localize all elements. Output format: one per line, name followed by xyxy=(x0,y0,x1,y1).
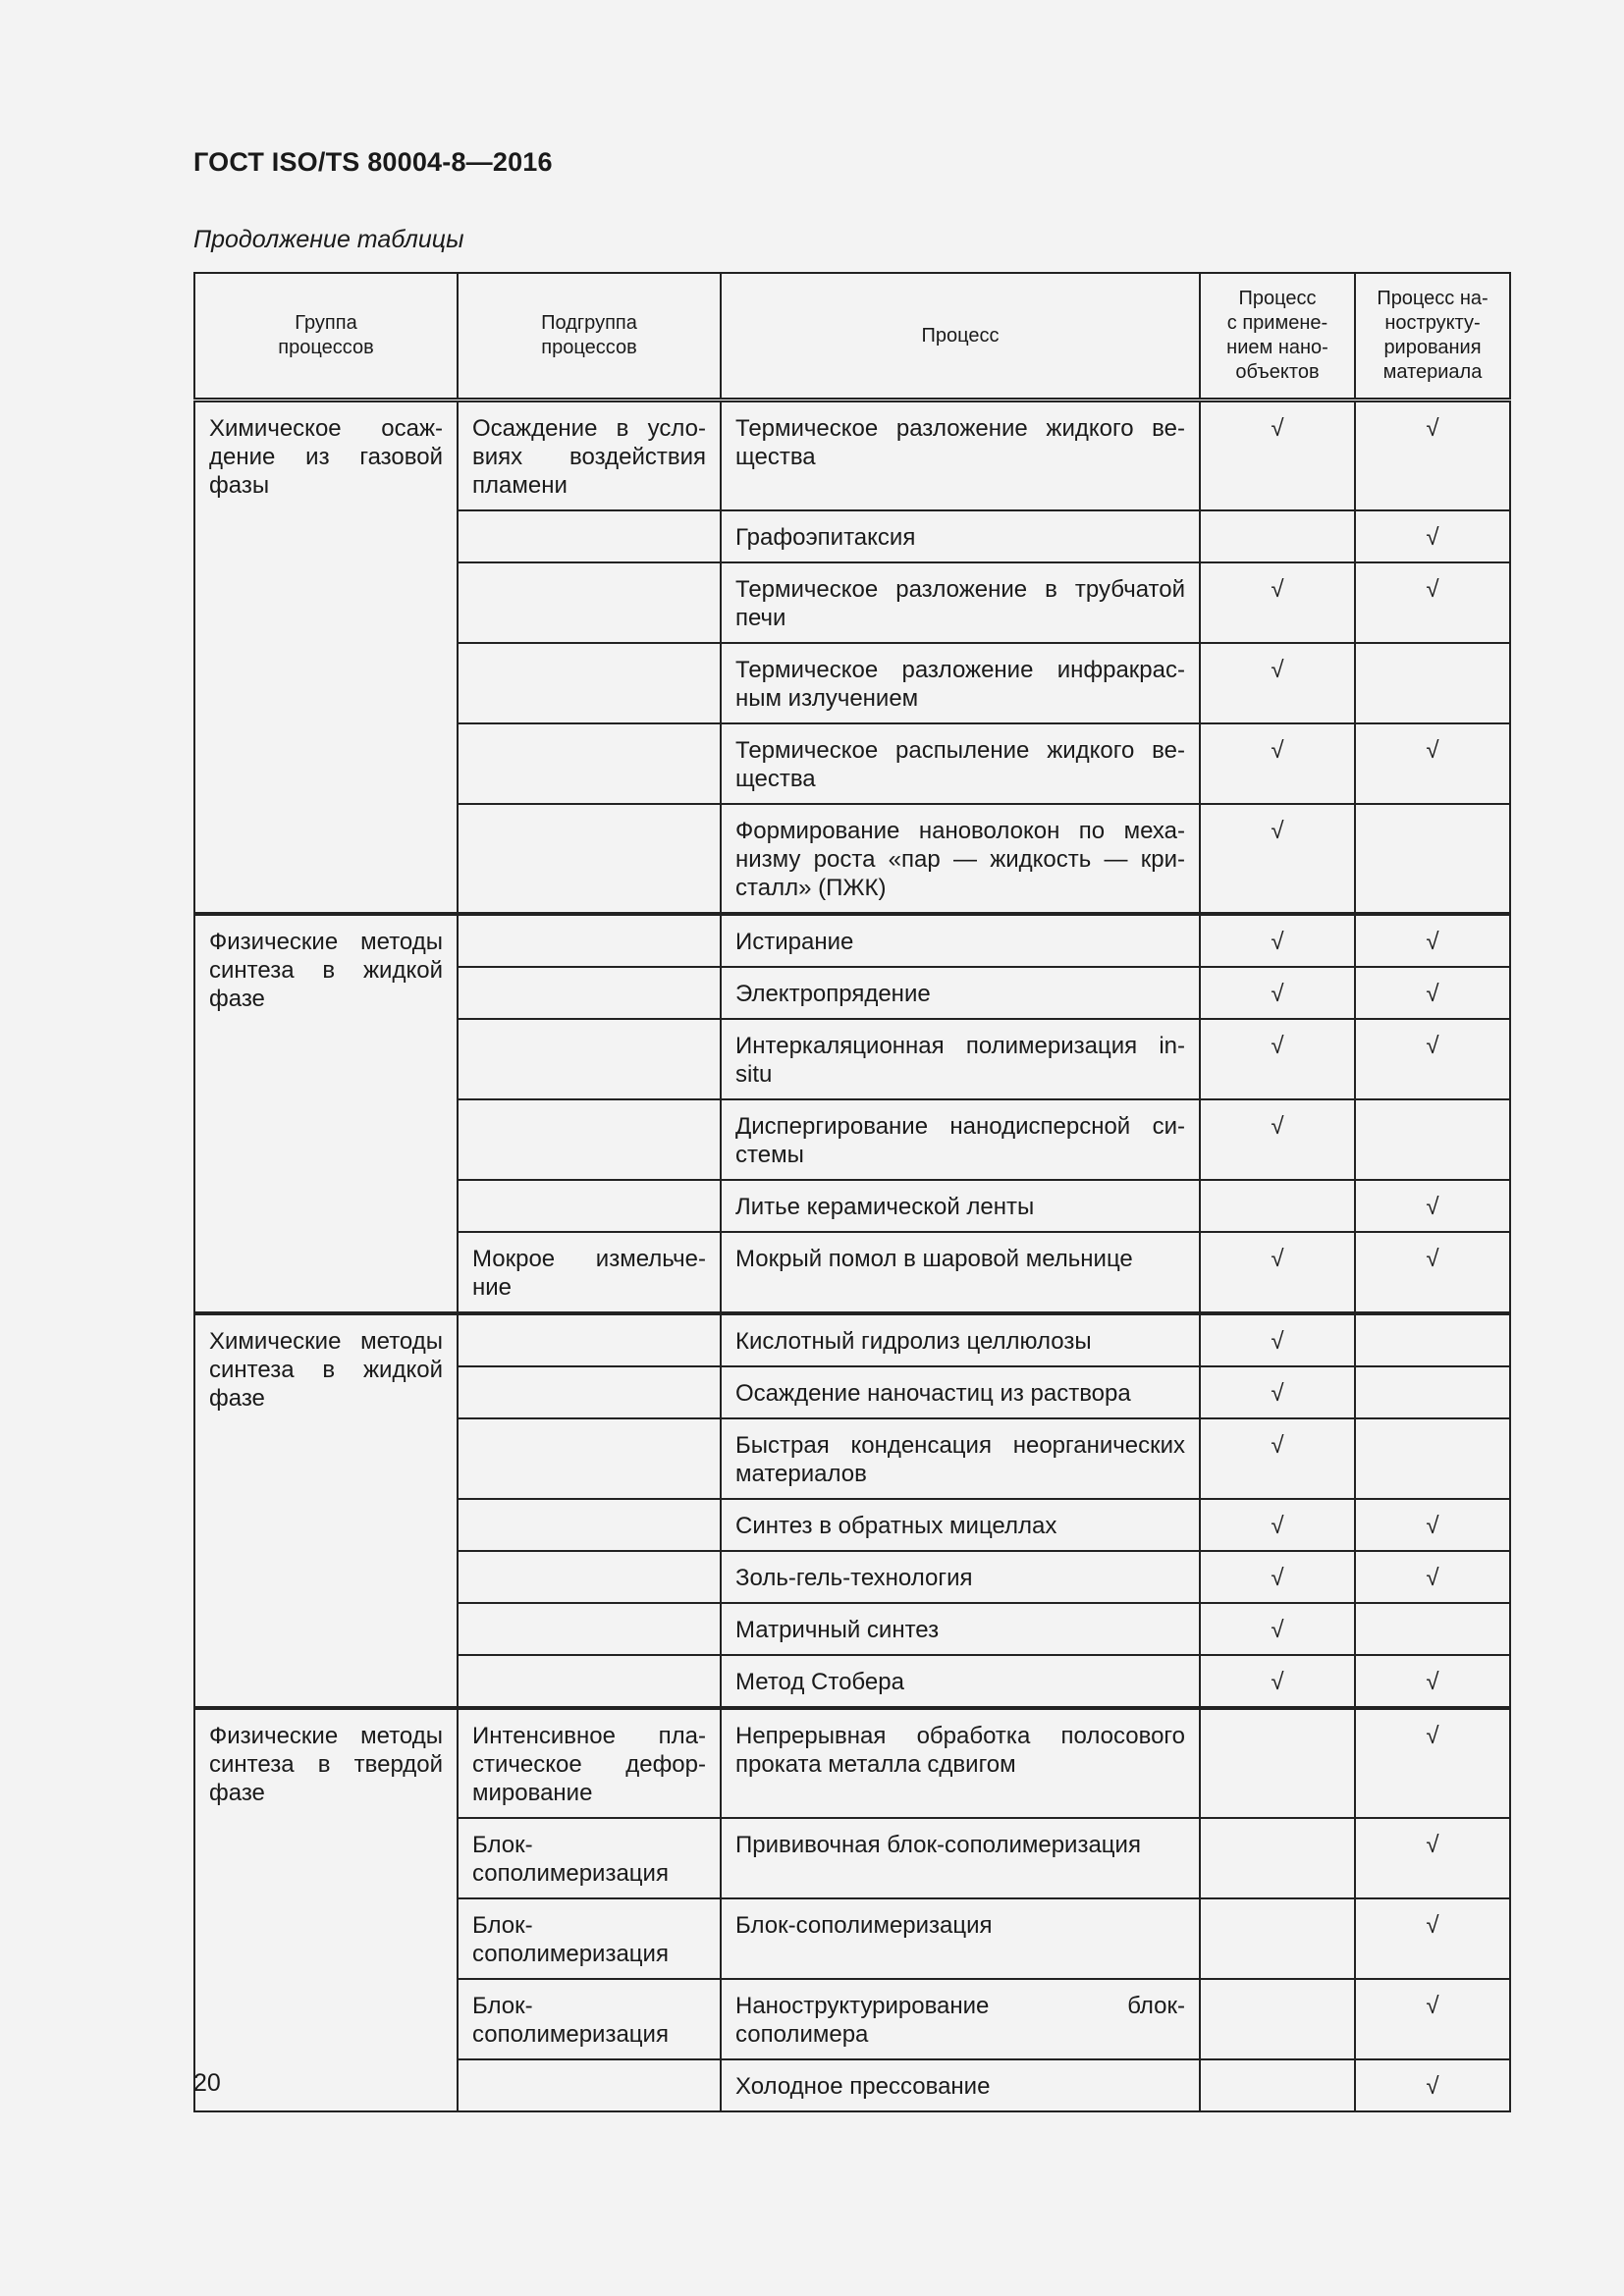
process-cell: Термическое разложение в трубчатой печи xyxy=(721,562,1200,643)
nano-objects-check-cell: √ xyxy=(1200,1603,1355,1655)
nano-objects-check-cell: √ xyxy=(1200,967,1355,1019)
subgroup-cell xyxy=(458,510,721,562)
nanostructuring-check-cell xyxy=(1355,643,1510,723)
table-caption: Продолжение таблицы xyxy=(193,226,464,253)
subgroup-cell xyxy=(458,1603,721,1655)
nanostructuring-check-cell: √ xyxy=(1355,1499,1510,1551)
process-cell: Термическое распыление жидкого ве-щества xyxy=(721,723,1200,804)
subgroup-cell xyxy=(458,1099,721,1180)
process-cell: Блок-сополимеризация xyxy=(721,1898,1200,1979)
column-header-nano-objects: Процесс с примене- нием нано- объектов xyxy=(1200,273,1355,400)
subgroup-cell: Осаждение в усло-виях воздействия пламени xyxy=(458,400,721,511)
subgroup-cell xyxy=(458,1655,721,1708)
subgroup-cell xyxy=(458,643,721,723)
subgroup-cell: Мокрое измельче-ние xyxy=(458,1232,721,1313)
process-cell: Наноструктурирование блок-сополимера xyxy=(721,1979,1200,2059)
nano-objects-check-cell xyxy=(1200,1898,1355,1979)
nanostructuring-check-cell: √ xyxy=(1355,1898,1510,1979)
subgroup-cell: Блок-сополимеризация xyxy=(458,1818,721,1898)
process-cell: Быстрая конденсация неорганических материалов xyxy=(721,1418,1200,1499)
nano-objects-check-cell: √ xyxy=(1200,1019,1355,1099)
nano-objects-check-cell: √ xyxy=(1200,1551,1355,1603)
page-number: 20 xyxy=(193,2069,221,2097)
nano-objects-check-cell xyxy=(1200,510,1355,562)
nanostructuring-check-cell: √ xyxy=(1355,2059,1510,2111)
column-header-process: Процесс xyxy=(721,273,1200,400)
process-cell: Термическое разложение жидкого ве-щества xyxy=(721,400,1200,511)
subgroup-cell xyxy=(458,1418,721,1499)
nano-objects-check-cell xyxy=(1200,1180,1355,1232)
nanostructuring-check-cell: √ xyxy=(1355,967,1510,1019)
nano-objects-check-cell xyxy=(1200,1708,1355,1818)
subgroup-cell xyxy=(458,723,721,804)
process-cell: Термическое разложение инфракрас-ным излучением xyxy=(721,643,1200,723)
process-cell: Синтез в обратных мицеллах xyxy=(721,1499,1200,1551)
process-cell: Осаждение наночастиц из раствора xyxy=(721,1366,1200,1418)
nano-objects-check-cell: √ xyxy=(1200,1499,1355,1551)
nano-objects-check-cell xyxy=(1200,1818,1355,1898)
group-cell: Химическое осаж-дение из газовой фазы xyxy=(194,400,458,915)
nanostructuring-check-cell: √ xyxy=(1355,1019,1510,1099)
subgroup-cell xyxy=(458,2059,721,2111)
subgroup-cell xyxy=(458,1499,721,1551)
nano-objects-check-cell: √ xyxy=(1200,400,1355,511)
nanostructuring-check-cell xyxy=(1355,1603,1510,1655)
column-header-subgroup: Подгруппа процессов xyxy=(458,273,721,400)
nanostructuring-check-cell: √ xyxy=(1355,1180,1510,1232)
nanostructuring-check-cell xyxy=(1355,1099,1510,1180)
table-body xyxy=(194,400,1510,2112)
nanostructuring-check-cell: √ xyxy=(1355,1551,1510,1603)
nano-objects-check-cell xyxy=(1200,1979,1355,2059)
nanostructuring-check-cell: √ xyxy=(1355,562,1510,643)
nanostructuring-check-cell: √ xyxy=(1355,1708,1510,1818)
nano-objects-check-cell: √ xyxy=(1200,1313,1355,1366)
nano-objects-check-cell xyxy=(1200,2059,1355,2111)
nanostructuring-check-cell: √ xyxy=(1355,1818,1510,1898)
table-row xyxy=(194,400,1510,511)
process-table xyxy=(193,272,1511,2112)
process-cell: Прививочная блок-сополимеризация xyxy=(721,1818,1200,1898)
subgroup-cell: Интенсивное пла-стическое дефор-мирование xyxy=(458,1708,721,1818)
document-title: ГОСТ ISO/TS 80004-8—2016 xyxy=(193,147,553,177)
process-cell: Электропрядение xyxy=(721,967,1200,1019)
nanostructuring-check-cell: √ xyxy=(1355,1232,1510,1313)
nanostructuring-check-cell: √ xyxy=(1355,1655,1510,1708)
nanostructuring-check-cell xyxy=(1355,1313,1510,1366)
subgroup-cell xyxy=(458,562,721,643)
subgroup-cell xyxy=(458,804,721,914)
subgroup-cell xyxy=(458,914,721,967)
nano-objects-check-cell: √ xyxy=(1200,1099,1355,1180)
nano-objects-check-cell: √ xyxy=(1200,723,1355,804)
process-cell: Холодное прессование xyxy=(721,2059,1200,2111)
column-header-nanostructuring: Процесс на- нострукту- рирования материала xyxy=(1355,273,1510,400)
nano-objects-check-cell: √ xyxy=(1200,914,1355,967)
subgroup-cell xyxy=(458,1551,721,1603)
nano-objects-check-cell: √ xyxy=(1200,1366,1355,1418)
nanostructuring-check-cell xyxy=(1355,1366,1510,1418)
process-cell: Литье керамической ленты xyxy=(721,1180,1200,1232)
nanostructuring-check-cell xyxy=(1355,804,1510,914)
nanostructuring-check-cell xyxy=(1355,1418,1510,1499)
subgroup-cell: Блок-сополимеризация xyxy=(458,1979,721,2059)
process-cell: Формирование нановолокон по меха-низму роста «пар — жидкость — кри-сталл» (ПЖК) xyxy=(721,804,1200,914)
table-row xyxy=(194,914,1510,967)
nanostructuring-check-cell: √ xyxy=(1355,400,1510,511)
nanostructuring-check-cell: √ xyxy=(1355,723,1510,804)
nano-objects-check-cell: √ xyxy=(1200,1232,1355,1313)
table-header-row xyxy=(194,273,1510,400)
nano-objects-check-cell: √ xyxy=(1200,562,1355,643)
subgroup-cell xyxy=(458,1313,721,1366)
nanostructuring-check-cell: √ xyxy=(1355,914,1510,967)
process-cell: Непрерывная обработка полосового проката металла сдвигом xyxy=(721,1708,1200,1818)
column-header-group: Группа процессов xyxy=(194,273,458,400)
process-cell: Интеркаляционная полимеризация in-situ xyxy=(721,1019,1200,1099)
subgroup-cell xyxy=(458,1180,721,1232)
process-cell: Графоэпитаксия xyxy=(721,510,1200,562)
process-cell: Истирание xyxy=(721,914,1200,967)
subgroup-cell: Блок-сополимеризация xyxy=(458,1898,721,1979)
process-cell: Золь-гель-технология xyxy=(721,1551,1200,1603)
subgroup-cell xyxy=(458,1019,721,1099)
table-row xyxy=(194,1708,1510,1818)
group-cell: Физические методы синтеза в твердой фазе xyxy=(194,1708,458,2111)
nano-objects-check-cell: √ xyxy=(1200,1418,1355,1499)
group-cell: Химические методы синтеза в жидкой фазе xyxy=(194,1313,458,1708)
group-cell: Физические методы синтеза в жидкой фазе xyxy=(194,914,458,1313)
process-cell: Метод Стобера xyxy=(721,1655,1200,1708)
process-cell: Мокрый помол в шаровой мельнице xyxy=(721,1232,1200,1313)
nanostructuring-check-cell: √ xyxy=(1355,1979,1510,2059)
nano-objects-check-cell: √ xyxy=(1200,643,1355,723)
nano-objects-check-cell: √ xyxy=(1200,1655,1355,1708)
process-cell: Диспергирование нанодисперсной си-стемы xyxy=(721,1099,1200,1180)
nano-objects-check-cell: √ xyxy=(1200,804,1355,914)
table-row xyxy=(194,1313,1510,1366)
process-cell: Матричный синтез xyxy=(721,1603,1200,1655)
nanostructuring-check-cell: √ xyxy=(1355,510,1510,562)
subgroup-cell xyxy=(458,1366,721,1418)
process-cell: Кислотный гидролиз целлюлозы xyxy=(721,1313,1200,1366)
subgroup-cell xyxy=(458,967,721,1019)
